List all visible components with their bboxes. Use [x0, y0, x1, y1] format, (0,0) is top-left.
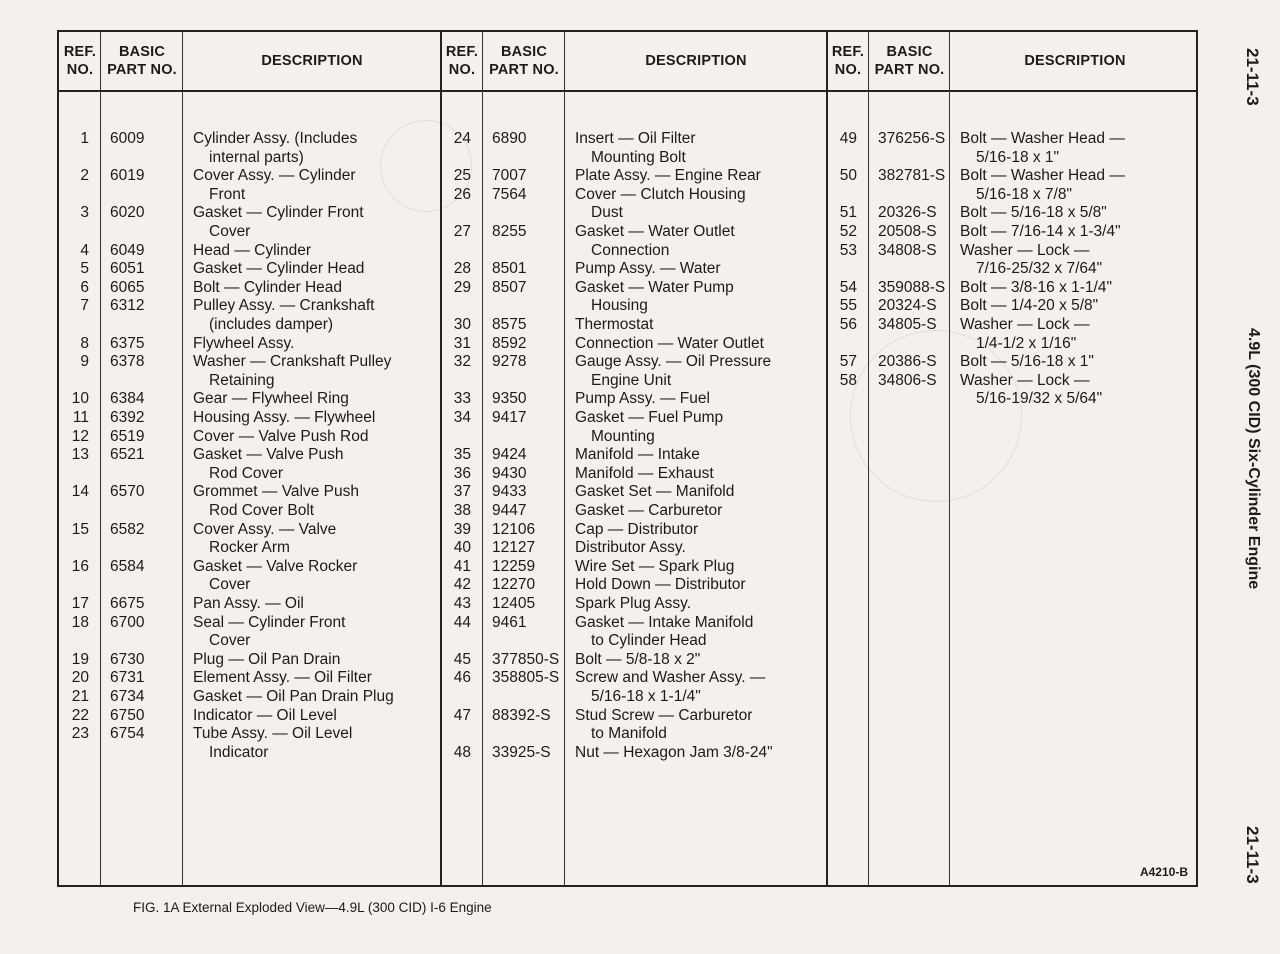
part-description-continued: to Manifold [591, 725, 667, 743]
basic-part-number: 9430 [492, 464, 527, 482]
ref-number: 52 [839, 223, 857, 240]
part-description: Plate Assy. — Engine Rear [575, 167, 761, 185]
basic-part-number: 8575 [492, 316, 527, 333]
basic-part-number: 6700 [110, 613, 145, 631]
basic-part-number: 8255 [492, 223, 527, 240]
part-description: Washer — Crankshaft Pulley [193, 353, 392, 371]
part-description-continued: Rod Cover Bolt [209, 502, 315, 519]
header-ref-no: REF. NO. [445, 44, 479, 78]
ref-number: 32 [453, 353, 471, 371]
part-description-continued: Housing [591, 297, 648, 315]
basic-part-number: 34806-S [878, 371, 937, 389]
part-description: Manifold — Intake [575, 446, 700, 464]
column-divider [564, 32, 565, 885]
basic-part-number: 6049 [110, 241, 145, 259]
part-description: Cap — Distributor [575, 520, 699, 538]
ref-number: 27 [453, 223, 471, 240]
part-description-continued: Engine Unit [591, 371, 672, 389]
basic-part-number: 9278 [492, 353, 527, 371]
figure-code: A4210-B [1139, 865, 1188, 879]
basic-part-number: 382781-S [878, 167, 946, 185]
column-divider [949, 32, 950, 885]
part-description: Thermostat [575, 316, 654, 333]
part-description: Cover — Clutch Housing [575, 185, 746, 203]
basic-part-number: 7564 [492, 185, 527, 203]
ref-number: 53 [839, 241, 857, 259]
ref-number: 20 [71, 669, 89, 687]
part-description: Gear — Flywheel Ring [193, 390, 349, 408]
part-description: Bolt — 5/16-18 x 1" [960, 353, 1094, 371]
part-description: Washer — Lock — [960, 371, 1090, 389]
ref-number: 29 [453, 278, 471, 296]
ref-number: 31 [453, 334, 471, 352]
basic-part-number: 6731 [110, 669, 145, 687]
basic-part-number: 358805-S [492, 669, 560, 687]
ref-number: 26 [453, 185, 471, 203]
ref-number: 24 [453, 130, 471, 147]
part-description-continued: to Cylinder Head [591, 632, 707, 650]
part-description: Bolt — 5/16-18 x 5/8" [960, 204, 1107, 222]
basic-part-number: 9350 [492, 390, 527, 408]
part-description: Gasket Set — Manifold [575, 483, 735, 501]
basic-part-number: 6384 [110, 390, 145, 408]
basic-part-number: 12127 [492, 539, 536, 557]
part-description-continued: (includes damper) [209, 316, 334, 333]
ref-number: 46 [453, 669, 471, 687]
ref-number: 23 [71, 725, 89, 743]
basic-part-number: 9417 [492, 409, 527, 426]
part-description: Plug — Oil Pan Drain [193, 650, 341, 668]
part-description-continued: Connection [591, 241, 670, 259]
part-description: Bolt — 3/8-16 x 1-1/4" [960, 278, 1112, 296]
part-description-continued: Front [209, 185, 246, 203]
ref-number: 51 [839, 204, 857, 222]
ref-number: 44 [453, 613, 471, 631]
part-description-continued: Cover [209, 632, 251, 650]
page-number-top: 21-11-3 [1243, 48, 1262, 106]
part-description: Manifold — Exhaust [575, 464, 714, 482]
ref-number: 45 [453, 650, 471, 668]
basic-part-number: 20386-S [878, 353, 937, 371]
part-description-continued: Cover [209, 223, 251, 240]
basic-part-number: 6019 [110, 167, 145, 185]
column-divider [482, 32, 483, 885]
basic-part-number: 359088-S [878, 278, 946, 296]
column-divider [868, 32, 869, 885]
ref-number: 15 [71, 520, 89, 538]
ref-number: 56 [839, 316, 857, 333]
basic-part-number: 12405 [492, 595, 536, 612]
basic-part-number: 20508-S [878, 223, 937, 240]
part-description: Stud Screw — Carburetor [575, 706, 753, 724]
header-divider [59, 90, 1196, 92]
part-description: Gasket — Oil Pan Drain Plug [193, 688, 394, 705]
column-divider [100, 32, 101, 885]
part-description-continued: internal parts) [209, 148, 304, 166]
part-description: Gasket — Valve Rocker [193, 557, 358, 575]
part-description: Pump Assy. — Water [575, 260, 721, 278]
part-description: Distributor Assy. [575, 539, 686, 557]
part-description-continued: Mounting [591, 427, 655, 445]
ref-number: 18 [71, 613, 89, 631]
part-description: Connection — Water Outlet [575, 334, 764, 352]
ref-number: 47 [453, 706, 471, 724]
basic-part-number: 6009 [110, 130, 145, 147]
part-description-continued: Indicator [209, 743, 269, 761]
ref-number: 38 [453, 502, 471, 519]
basic-part-number: 34808-S [878, 241, 937, 259]
basic-part-number: 6392 [110, 409, 145, 426]
section-title: 4.9L (300 CID) Six-Cylinder Engine [1245, 328, 1262, 590]
ref-number: 57 [839, 353, 857, 371]
part-description: Spark Plug Assy. [575, 595, 692, 612]
basic-part-number: 88392-S [492, 706, 551, 724]
ref-number: 36 [453, 464, 471, 482]
basic-part-number: 12259 [492, 557, 536, 575]
part-description: Pan Assy. — Oil [193, 595, 304, 612]
part-description: Wire Set — Spark Plug [575, 557, 735, 575]
basic-part-number: 6675 [110, 595, 145, 612]
ref-number: 13 [71, 446, 89, 464]
basic-part-number: 376256-S [878, 130, 946, 147]
basic-part-number: 9461 [492, 613, 527, 631]
ref-number: 2 [80, 167, 89, 185]
ref-number: 42 [453, 576, 471, 594]
ref-number: 14 [71, 483, 89, 501]
ref-number: 4 [80, 241, 89, 259]
header-basic-part-no: BASIC PART NO. [107, 44, 177, 78]
part-description-continued: 5/16-18 x 7/8" [976, 185, 1072, 203]
ref-number: 48 [453, 743, 471, 761]
basic-part-number: 9424 [492, 446, 527, 464]
header-basic-part-no: BASIC PART NO. [874, 44, 945, 78]
basic-part-number: 377850-S [492, 650, 560, 668]
ref-number: 54 [839, 278, 857, 296]
part-description: Gasket — Water Outlet [575, 223, 735, 240]
ref-number: 1 [80, 130, 89, 147]
part-description: Bolt — Cylinder Head [193, 278, 343, 296]
basic-part-number: 6582 [110, 520, 145, 538]
part-description: Bolt — 1/4-20 x 5/8" [960, 297, 1099, 315]
header-description: DESCRIPTION [1024, 53, 1126, 69]
column-divider [182, 32, 183, 885]
ref-number: 35 [453, 446, 471, 464]
ref-number: 17 [71, 595, 89, 612]
part-description: Grommet — Valve Push [193, 483, 359, 501]
ref-number: 39 [453, 520, 471, 538]
ref-number: 12 [71, 427, 89, 445]
basic-part-number: 6730 [110, 650, 145, 668]
part-description: Head — Cylinder [193, 241, 312, 259]
ref-number: 8 [80, 334, 89, 352]
ref-number: 22 [71, 706, 89, 724]
part-description: Housing Assy. — Flywheel [193, 409, 376, 426]
basic-part-number: 8501 [492, 260, 527, 278]
basic-part-number: 20326-S [878, 204, 937, 222]
part-description: Cover Assy. — Valve [193, 520, 337, 538]
ref-number: 30 [453, 316, 471, 333]
part-description: Screw and Washer Assy. — [575, 669, 766, 687]
header-ref-no: REF. NO. [63, 44, 97, 78]
part-description: Cover — Valve Push Rod [193, 427, 369, 445]
ref-number: 49 [839, 130, 857, 147]
part-description: Washer — Lock — [960, 241, 1090, 259]
part-description-continued: 5/16-19/32 x 5/64" [976, 390, 1103, 408]
ref-number: 58 [839, 371, 857, 389]
part-description-continued: 1/4-1/2 x 1/16" [976, 334, 1077, 352]
part-description: Nut — Hexagon Jam 3/8-24" [575, 743, 773, 761]
basic-part-number: 6584 [110, 557, 145, 575]
ref-number: 21 [71, 688, 89, 705]
column-divider [826, 32, 828, 885]
ref-number: 10 [71, 390, 89, 408]
part-description: Element Assy. — Oil Filter [193, 669, 372, 687]
page-number-bottom: 21-11-3 [1243, 826, 1262, 884]
parts-table [57, 30, 1198, 887]
header-description: DESCRIPTION [261, 53, 363, 69]
ref-number: 11 [72, 409, 89, 426]
basic-part-number: 6519 [110, 427, 145, 445]
part-description-continued: Retaining [209, 371, 275, 389]
basic-part-number: 8507 [492, 278, 527, 296]
basic-part-number: 34805-S [878, 316, 937, 333]
ref-number: 55 [839, 297, 857, 315]
part-description-continued: Cover [209, 576, 251, 594]
basic-part-number: 12270 [492, 576, 536, 594]
ref-number: 37 [453, 483, 471, 501]
part-description: Gauge Assy. — Oil Pressure [575, 353, 772, 371]
ref-number: 28 [453, 260, 471, 278]
part-description-continued: Rocker Arm [209, 539, 290, 557]
header-ref-no: REF. NO. [831, 44, 865, 78]
basic-part-number: 6890 [492, 130, 527, 147]
ref-number: 5 [80, 260, 89, 278]
basic-part-number: 7007 [492, 167, 527, 185]
part-description: Bolt — Washer Head — [960, 130, 1125, 147]
ref-number: 43 [453, 595, 471, 612]
basic-part-number: 8592 [492, 334, 527, 352]
ref-number: 40 [453, 539, 471, 557]
part-description: Hold Down — Distributor [575, 576, 746, 594]
part-description: Washer — Lock — [960, 316, 1090, 333]
basic-part-number: 6375 [110, 334, 145, 352]
ref-number: 34 [453, 409, 471, 426]
part-description: Insert — Oil Filter [575, 130, 696, 147]
basic-part-number: 6312 [110, 297, 145, 315]
part-description: Gasket — Fuel Pump [575, 409, 724, 426]
ref-number: 50 [839, 167, 857, 185]
ref-number: 9 [80, 353, 89, 371]
part-description-continued: 5/16-18 x 1" [976, 148, 1060, 166]
part-description: Indicator — Oil Level [193, 706, 337, 724]
basic-part-number: 6754 [110, 725, 145, 743]
part-description: Flywheel Assy. [193, 334, 295, 352]
basic-part-number: 12106 [492, 520, 536, 538]
basic-part-number: 6750 [110, 706, 145, 724]
part-description: Gasket — Water Pump [575, 278, 734, 296]
ref-number: 7 [80, 297, 89, 315]
ref-number: 41 [453, 557, 471, 575]
ref-number: 33 [453, 390, 471, 408]
basic-part-number: 9447 [492, 502, 527, 519]
part-description: Seal — Cylinder Front [193, 613, 346, 631]
basic-part-number: 9433 [492, 483, 527, 501]
part-description: Bolt — 5/8-18 x 2" [575, 650, 701, 668]
ref-number: 19 [71, 650, 89, 668]
basic-part-number: 6521 [110, 446, 145, 464]
part-description: Gasket — Cylinder Front [193, 204, 364, 222]
part-description: Gasket — Valve Push [193, 446, 344, 464]
part-description: Gasket — Intake Manifold [575, 613, 754, 631]
part-description-continued: 7/16-25/32 x 7/64" [976, 260, 1103, 278]
basic-part-number: 33925-S [492, 743, 551, 761]
ref-number: 3 [80, 204, 89, 222]
part-description-continued: Rod Cover [209, 464, 284, 482]
part-description-continued: Mounting Bolt [591, 148, 686, 166]
basic-part-number: 6734 [110, 688, 145, 705]
basic-part-number: 6065 [110, 278, 145, 296]
part-description: Gasket — Cylinder Head [193, 260, 365, 278]
part-description: Pump Assy. — Fuel [575, 390, 710, 408]
part-description: Bolt — 7/16-14 x 1-3/4" [960, 223, 1121, 240]
header-basic-part-no: BASIC PART NO. [489, 44, 559, 78]
part-description-continued: Dust [591, 204, 623, 222]
part-description: Pulley Assy. — Crankshaft [193, 297, 375, 315]
part-description: Gasket — Carburetor [575, 502, 723, 519]
figure-caption: FIG. 1A External Exploded View—4.9L (300 CID) I-6 Engine [133, 900, 492, 915]
basic-part-number: 6570 [110, 483, 145, 501]
ref-number: 16 [71, 557, 89, 575]
part-description-continued: 5/16-18 x 1-1/4" [591, 688, 701, 705]
header-description: DESCRIPTION [645, 53, 747, 69]
basic-part-number: 6378 [110, 353, 145, 371]
basic-part-number: 20324-S [878, 297, 937, 315]
part-description: Bolt — Washer Head — [960, 167, 1125, 185]
basic-part-number: 6020 [110, 204, 145, 222]
part-description: Tube Assy. — Oil Level [193, 725, 353, 743]
part-description: Cylinder Assy. (Includes [193, 130, 358, 147]
part-description: Cover Assy. — Cylinder [193, 167, 356, 185]
ref-number: 6 [80, 278, 89, 296]
basic-part-number: 6051 [110, 260, 145, 278]
ref-number: 25 [453, 167, 471, 185]
